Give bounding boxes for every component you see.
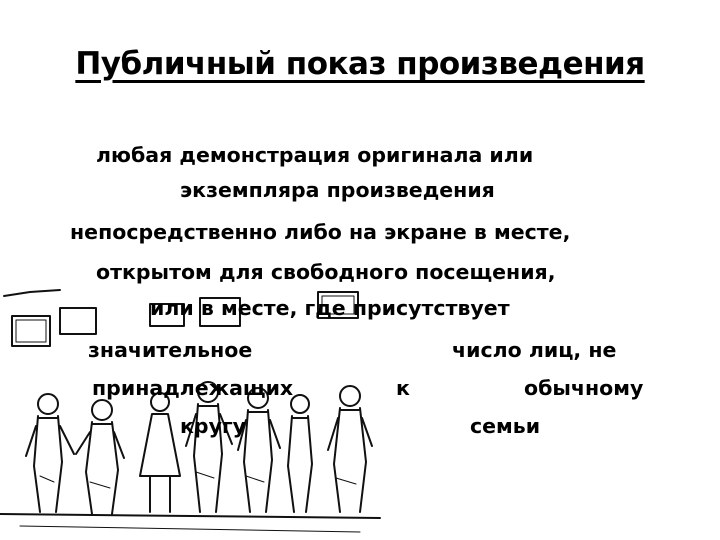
body-line-7: принадлежащих к обычному: [92, 376, 644, 400]
body-line-6: значительное число лиц, не: [88, 338, 617, 362]
body-line-2: экземпляра произведения: [180, 178, 495, 202]
body-line-3: непосредственно либо на экране в месте,: [70, 220, 571, 244]
slide-title: Публичный показ произведения: [75, 46, 645, 82]
body-line-5: или в месте, где присутствует: [150, 296, 510, 320]
body-line-8: кругу семьи: [180, 414, 541, 438]
body-line-1: любая демонстрация оригинала или: [96, 143, 534, 167]
body-line-4: открытом для свободного посещения,: [96, 260, 556, 284]
